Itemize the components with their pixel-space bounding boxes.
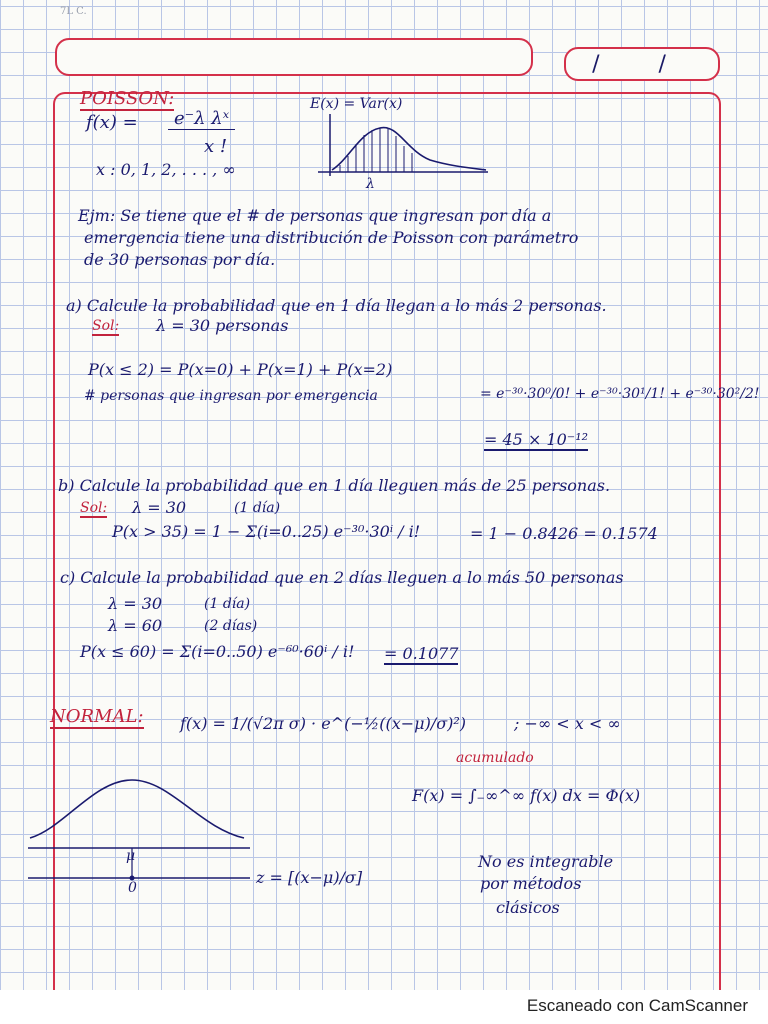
normal-accumulated-label: acumulado xyxy=(456,750,534,766)
part-b-sol: Sol: xyxy=(80,500,108,516)
poisson-formula-lhs: f(x) = xyxy=(86,112,138,133)
part-a-eq1: P(x ≤ 2) = P(x=0) + P(x=1) + P(x=2) xyxy=(88,360,393,379)
normal-bell-curve xyxy=(24,766,254,896)
example-line-3: de 30 personas por día. xyxy=(84,250,276,269)
part-a-lambda: λ = 30 personas xyxy=(156,316,289,335)
normal-note-2: por métodos xyxy=(480,874,582,893)
date-box: / / xyxy=(564,47,720,81)
poisson-formula-denominator: x ! xyxy=(204,136,228,157)
scanner-watermark: Escaneado con CamScanner xyxy=(526,996,748,1015)
normal-zero-label: 0 xyxy=(128,880,137,896)
normal-cdf: F(x) = ∫₋∞^∞ f(x) dx = Φ(x) xyxy=(412,786,641,805)
part-c-lambda-2-note: (2 días) xyxy=(204,618,258,634)
poisson-domain: x : 0, 1, 2, . . . , ∞ xyxy=(96,160,236,179)
part-b-lambda: λ = 30 xyxy=(132,498,187,517)
part-a-result: = 45 × 10⁻¹² xyxy=(484,430,589,449)
part-c-lambda-1: λ = 30 xyxy=(108,594,163,613)
poisson-graph-lambda: λ xyxy=(366,176,375,192)
part-b-result: = 1 − 0.8426 = 0.1574 xyxy=(470,524,658,543)
normal-mu-label: μ xyxy=(126,848,136,864)
normal-range: ; −∞ < x < ∞ xyxy=(514,714,621,733)
page-corner-mark: 7L C. xyxy=(60,6,87,17)
part-b-eq: P(x > 35) = 1 − Σ(i=0..25) e⁻³⁰·30ⁱ / i! xyxy=(112,522,421,541)
normal-title: NORMAL: xyxy=(50,706,144,727)
part-c-lambda-1-note: (1 día) xyxy=(204,596,251,612)
title-box xyxy=(55,38,533,76)
example-line-1: Ejm: Se tiene que el # de personas que ingresan por día a xyxy=(78,206,552,225)
part-b-lambda-note: (1 día) xyxy=(234,500,281,516)
example-line-2: emergencia tiene una distribución de Poisson con parámetro xyxy=(84,228,579,247)
part-a-sol: Sol: xyxy=(92,318,120,334)
poisson-graph-label: E(x) = Var(x) xyxy=(310,96,403,112)
normal-note-3: clásicos xyxy=(496,898,560,917)
normal-formula: f(x) = 1/(√2π σ) · e^(−½((x−μ)/σ)²) xyxy=(180,714,467,733)
part-b-question: b) Calcule la probabilidad que en 1 día lleguen más de 25 personas. xyxy=(58,476,611,495)
normal-note-1: No es integrable xyxy=(478,852,614,871)
part-c-result: = 0.1077 xyxy=(384,644,459,663)
part-a-note: # personas que ingresan por emergencia xyxy=(84,388,378,404)
part-a-eq2: = e⁻³⁰·30⁰/0! + e⁻³⁰·30¹/1! + e⁻³⁰·30²/2! xyxy=(480,386,760,402)
poisson-title: POISSON: xyxy=(80,88,175,109)
poisson-curve-graph xyxy=(310,110,490,190)
part-a-question: a) Calcule la probabilidad que en 1 día llegan a lo más 2 personas. xyxy=(66,296,607,315)
part-c-question: c) Calcule la probabilidad que en 2 días lleguen a lo más 50 personas xyxy=(60,568,624,587)
part-c-lambda-2: λ = 60 xyxy=(108,616,163,635)
poisson-formula-numerator: e⁻λ λˣ xyxy=(168,108,235,130)
part-c-eq: P(x ≤ 60) = Σ(i=0..50) e⁻⁶⁰·60ⁱ / i! xyxy=(80,642,355,661)
normal-z-formula: z = [(x−μ)/σ] xyxy=(256,868,363,887)
